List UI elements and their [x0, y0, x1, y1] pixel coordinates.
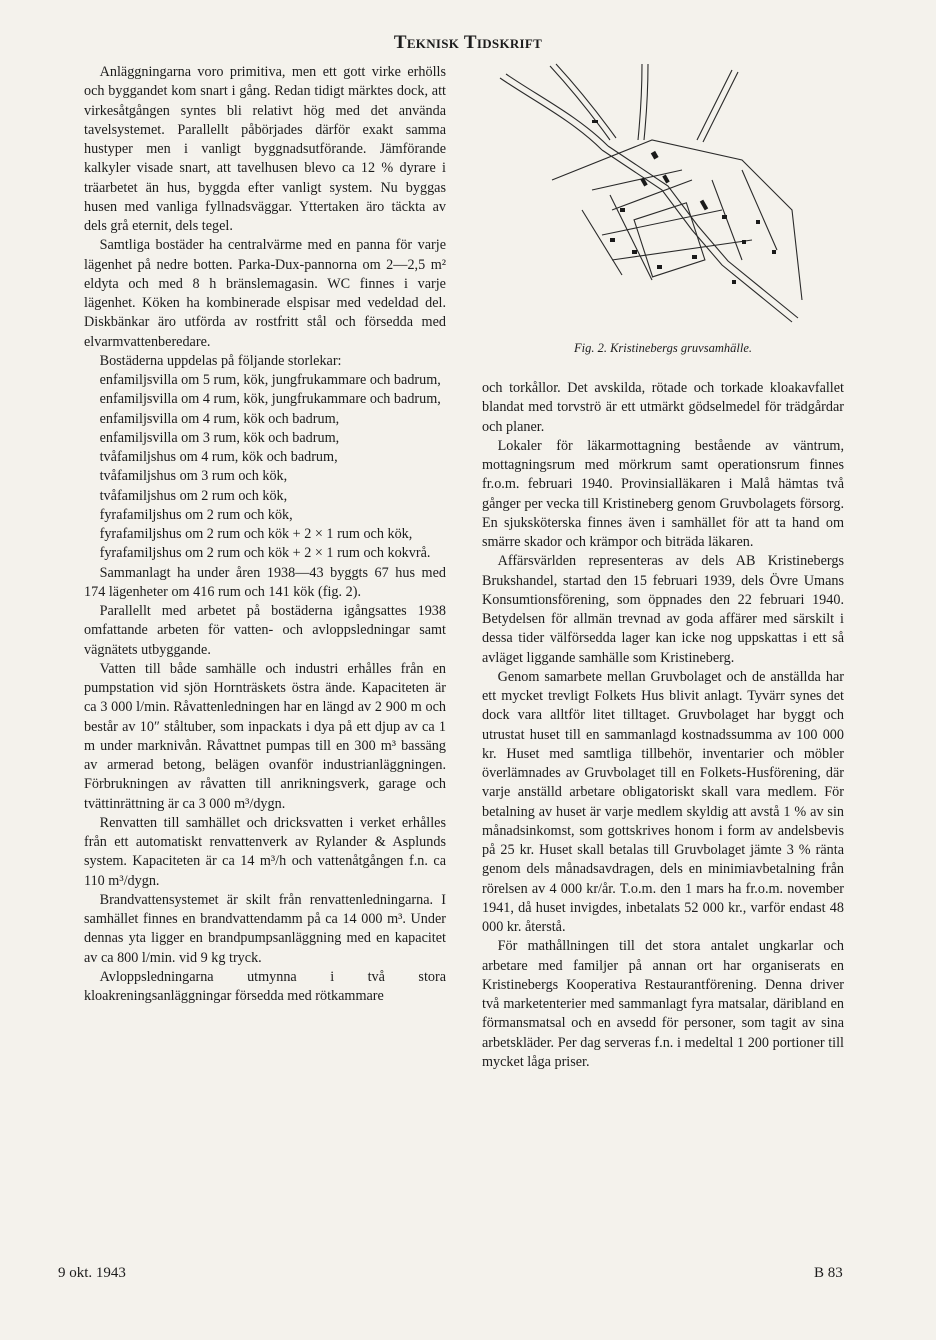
paragraph: Bostäderna uppdelas på följande storlekar:	[99, 352, 342, 369]
issue-date: 9 okt. 1943	[58, 1265, 126, 1281]
right-column	[482, 379, 844, 1072]
list-item: enfamiljsvilla om 3 rum, kök och badrum,	[99, 429, 340, 446]
paragraph: Genom samarbete mellan Gruvbolaget och de anställda har ett mycket trevligt Folkets Hus blivit anlagt. Tyvärr synes det dock vara alltför litet tilltaget. Gruvbolaget har byggt och utrustat huset till en sammanlagd kostnadssumma av 100 000 kr. Huset med samtliga tillbehör, inventarier och möbler överlämnades av Gruvbolaget till en Folkets-Husförening, där varje anställd arbetare obligatoriskt skall vara medlem. För betalning av huset är varje medlem skyldig att avstå 1 % av sin månadsinkomst, som gottskrives honom i form av andelsbevis på 25 kr. Huset skall betalas till Gruvbolaget jämte 3 % ränta genom dels månadsavdragen, dels en minimiavbetalning från rörelsen av 4 000 kr/år. T.o.m. den 1 mars ha fr.o.m. november 1941, då huset invigdes, inbetalats 52 000 kr., varför endast 48 000 kr. återstå.	[482, 668, 844, 935]
journal-title: Teknisk Tidskrift	[393, 32, 543, 53]
paragraph: Parallellt med arbetet på bostäderna igångsattes 1938 omfattande arbeten för vatten- och avloppsledningar samt vägnätets utbyggande.	[84, 603, 446, 658]
paragraph: Anläggningarna voro primitiva, men ett gott virke erhölls och byggandet kom snart i gång. Redan tidigt märktes dock, att virkesåtgången syntes bli relativt hög med det använda tavelsystemet. Parallellt påbörjades därför exakt samma hustyper men i vanligt byggnadsutförande. Jämförande kalkyler visade snart, att tavelhusen blevo ca 12 % dyrare i träarbetet än hus, byggda efter vanligt system. Nu byggas husen med vanliga fyllnadsväggar. Yttertaken äro täckta av dels grå eternit, dels tegel.	[84, 64, 446, 234]
list-item: fyrafamiljshus om 2 rum och kök + 2 × 1 rum och kök,	[99, 526, 413, 542]
list-item: enfamiljsvilla om 5 rum, kök, jungfrukammare och badrum,	[99, 372, 441, 388]
paragraph: Brandvattensystemet är skilt från renvattenledningarna. I samhället finnes en brandvattendamm på ca 14 000 m³. Under dennas yta ligger en brandpumpsanläggning med en kapacitet av ca 800 l/min. vid 9 kg tryck.	[84, 891, 446, 966]
paragraph: Renvatten till samhället och dricksvatten i verket erhålles från ett automatiskt renvattenverk av Rylander & Asplunds system. Kapaciteten är ca 14 m³/h och vattenåtgången f.n. ca 110 m³/dygn.	[84, 814, 446, 889]
list-item: tvåfamiljshus om 2 rum och kök,	[99, 487, 288, 504]
paragraph: Affärsvärlden representeras av dels AB Kristinebergs Brukshandel, startad den 15 februari 1939, dels Övre Umans Konsumtionsförening, som öppnades den 22 februari 1940. Betydelsen för allmän trevnad av goda affärer med särskilt i dessa tider välförsedda lager kan icke nog uppskattas i ett så avläget liggande samhälle som Kristineberg.	[482, 553, 844, 666]
list-item: fyrafamiljshus om 2 rum och kök,	[99, 506, 293, 523]
paragraph: För mathållningen till det stora antalet ungkarlar och arbetare med familjer på annan ort har organiserats en Kristinebergs Kooperativa Restaurantförening. Denna driver två marketenterier med sammanlagt fyra matsalar, däribland en förmansmatsal och en avsedd för personer, som tagit av sina arbetskläder. Per dag serveras f.n. i medeltal 1 200 portioner till mycket låga priser.	[482, 938, 844, 1070]
list-item: tvåfamiljshus om 4 rum, kök och badrum,	[99, 449, 338, 465]
list-item: tvåfamiljshus om 3 rum och kök,	[99, 468, 288, 485]
page-number: B 83	[814, 1265, 843, 1281]
site-plan-map	[492, 60, 840, 338]
left-column	[84, 63, 446, 1006]
paragraph: Samtliga bostäder ha centralvärme med en panna för varje lägenhet på nedre botten. Parka-Dux-pannorna om 2—2,5 m² eldyta och med 8 h bränslemagasin. WC finnes i varje lägenhet. Köken ha kombinerade elspisar med vedeldad del. Diskbänkar äro utförda av rostfritt stål och försedda med elvarmvattenberedare.	[84, 237, 446, 350]
site-plan-figure	[492, 60, 840, 358]
list-item: enfamiljsvilla om 4 rum, kök och badrum,	[99, 410, 340, 427]
paragraph: Lokaler för läkarmottagning bestående av väntrum, mottagningsrum med mörkrum samt operationsrum finnes fr.o.m. februari 1940. Provinsialläkaren i Malå hämtas två gånger per vecka till Kristineberg genom Gruvbolagets försorg. En sjuksköterska finnes även i samhället för att ta hand om smärre skador och krämpor och biträda läkaren.	[482, 437, 844, 550]
figure-caption: Fig. 2. Kristinebergs gruvsamhälle.	[573, 341, 752, 355]
list-item: enfamiljsvilla om 4 rum, kök, jungfrukammare och badrum,	[99, 391, 441, 408]
list-item: fyrafamiljshus om 2 rum och kök + 2 × 1 rum och kokvrå.	[99, 545, 431, 562]
paragraph: och torkållor. Det avskilda, rötade och torkade kloakavfallet blandat med torvströ är ett utmärkt gödselmedel för trädgårdar och planer.	[482, 380, 844, 435]
paragraph: Vatten till både samhälle och industri erhålles från en pumpstation vid sjön Hornträskets östra ände. Kapaciteten är ca 3 000 l/min. Råvattenledningen har en längd av 2 900 m och består av 10″ ståltuber, som inpackats i dya på ett djup av ca 1 m under marknivån. Råvattnet pumpas till en 300 m³ bassäng av armerad betong, belägen ovanför industrianläggningen. Förbrukningen av råvatten till anrikningsverk, garage och tvättinrättning är ca 3 000 m³/dygn.	[84, 660, 446, 812]
paragraph: Avloppsledningarna utmynna i två stora kloakreningsanläggningar försedda med rötkammare	[84, 968, 446, 1004]
paragraph: Sammanlagt ha under åren 1938—43 byggts 67 hus med 174 lägenheter om 416 rum och 141 kök (fig. 2).	[84, 564, 446, 600]
